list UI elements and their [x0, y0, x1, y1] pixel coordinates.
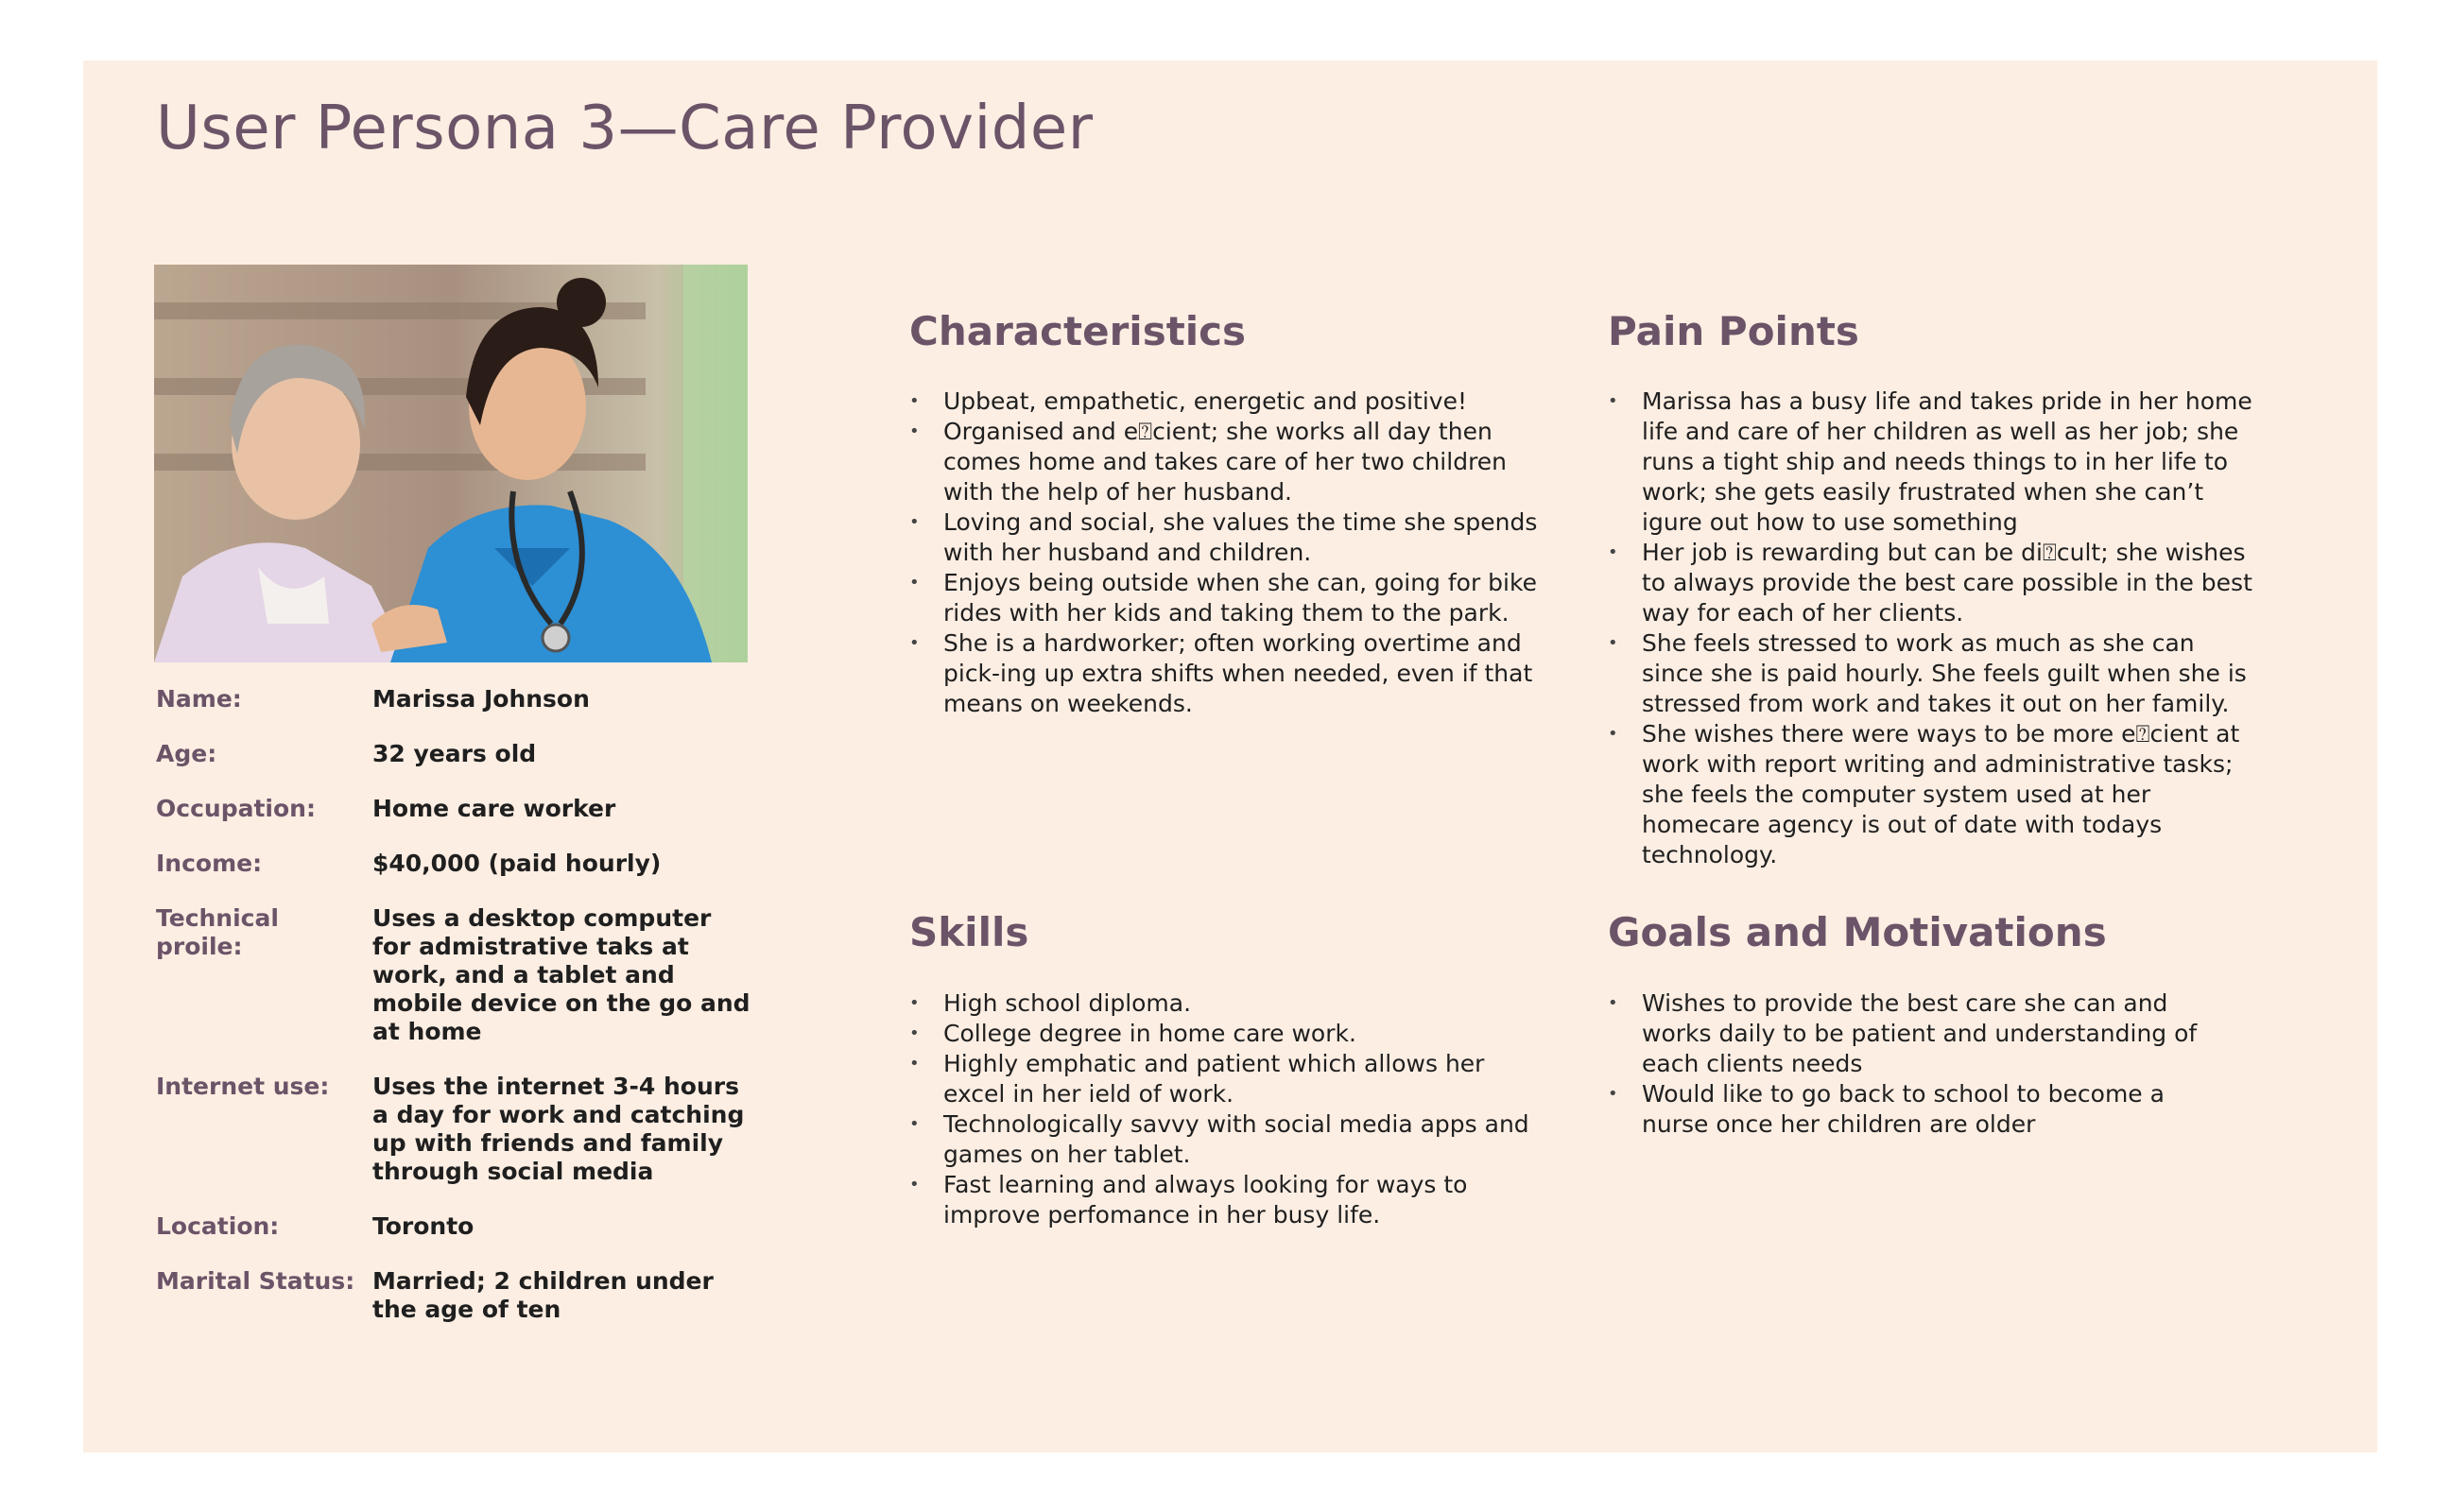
list-item: • Her job is rewarding but can be di⍰cult; she wishes to always provide the best care possible in the best way for each of her clients. — [1608, 538, 2260, 628]
info-row-income — [156, 850, 761, 878]
info-value: Married; 2 children under the age of ten — [372, 1267, 714, 1323]
list-item: • Organised and e⍰cient; she works all day then comes home and takes care of her two children with the help of her husband. — [909, 417, 1543, 507]
pain-points-list — [1608, 387, 2260, 870]
list-item: • Marissa has a busy life and takes pride in her home life and care of her children as well as her job; she runs a tight ship and needs things to in her life to work; she gets easily frustrated when she can’t igure out how to use something — [1608, 387, 2260, 538]
info-value: $40,000 (paid hourly) — [372, 850, 662, 877]
list-item: • College degree in home care work. — [909, 1019, 1543, 1049]
info-label: Location: — [156, 1212, 280, 1240]
list-item: • She feels stressed to work as much as she can since she is paid hourly. She feels guilt when she is stressed from work and takes it out on her family. — [1608, 628, 2260, 719]
info-row-technical-profile — [156, 904, 761, 1046]
goals-heading: Goals and Motivations — [1608, 909, 2107, 955]
info-row-marital-status — [156, 1267, 761, 1324]
list-item: • Enjoys being outside when she can, going for bike rides with her kids and taking them to the park. — [909, 568, 1543, 628]
page-title: User Persona 3—Care Provider — [156, 94, 1094, 163]
skills-heading: Skills — [909, 909, 1029, 955]
info-label: Internet use: — [156, 1073, 330, 1100]
list-item: • She wishes there were ways to be more e⍰cient at work with report writing and administrative tasks; she feels the computer system used at her homecare agency is out of date with todays technology. — [1608, 719, 2260, 870]
info-value: Uses the internet 3-4 hours a day for work and catching up with friends and family through social media — [372, 1073, 745, 1185]
info-value: Home care worker — [372, 795, 616, 822]
list-item: • She is a hardworker; often working overtime and pick-ing up extra shifts when needed, even if that means on weekends. — [909, 628, 1543, 719]
info-value: Toronto — [372, 1212, 474, 1240]
goals-list — [1608, 988, 2213, 1140]
pain-points-heading: Pain Points — [1608, 308, 1859, 354]
characteristics-heading: Characteristics — [909, 308, 1247, 354]
list-item: • High school diploma. — [909, 988, 1543, 1019]
persona-info — [156, 685, 761, 1350]
info-label: Age: — [156, 740, 217, 767]
info-row-age — [156, 740, 761, 768]
list-item: • Technologically savvy with social media apps and games on her tablet. — [909, 1109, 1543, 1170]
characteristics-list — [909, 387, 1543, 719]
list-item: • Wishes to provide the best care she can and works daily to be patient and understanding of each clients needs — [1608, 988, 2213, 1079]
info-row-name — [156, 685, 761, 713]
persona-photo — [154, 265, 748, 662]
list-item: • Highly emphatic and patient which allows her excel in her ield of work. — [909, 1049, 1543, 1109]
list-item: • Would like to go back to school to become a nurse once her children are older — [1608, 1079, 2213, 1140]
info-value: Uses a desktop computer for admistrative taks at work, and a tablet and mobile device on the go and at home — [372, 904, 751, 1045]
info-label: Name: — [156, 685, 242, 713]
skills-list — [909, 988, 1543, 1230]
info-label: Technical proile: — [156, 904, 279, 960]
info-value: 32 years old — [372, 740, 537, 767]
list-item: • Upbeat, empathetic, energetic and positive! — [909, 387, 1543, 417]
info-value: Marissa Johnson — [372, 685, 590, 713]
info-label: Marital Status: — [156, 1267, 355, 1295]
info-row-internet-use — [156, 1073, 761, 1186]
info-label: Income: — [156, 850, 263, 877]
info-row-occupation — [156, 795, 761, 823]
info-row-location — [156, 1212, 761, 1241]
list-item: • Fast learning and always looking for ways to improve perfomance in her busy life. — [909, 1170, 1543, 1230]
list-item: • Loving and social, she values the time she spends with her husband and children. — [909, 507, 1543, 568]
info-label: Occupation: — [156, 795, 316, 822]
